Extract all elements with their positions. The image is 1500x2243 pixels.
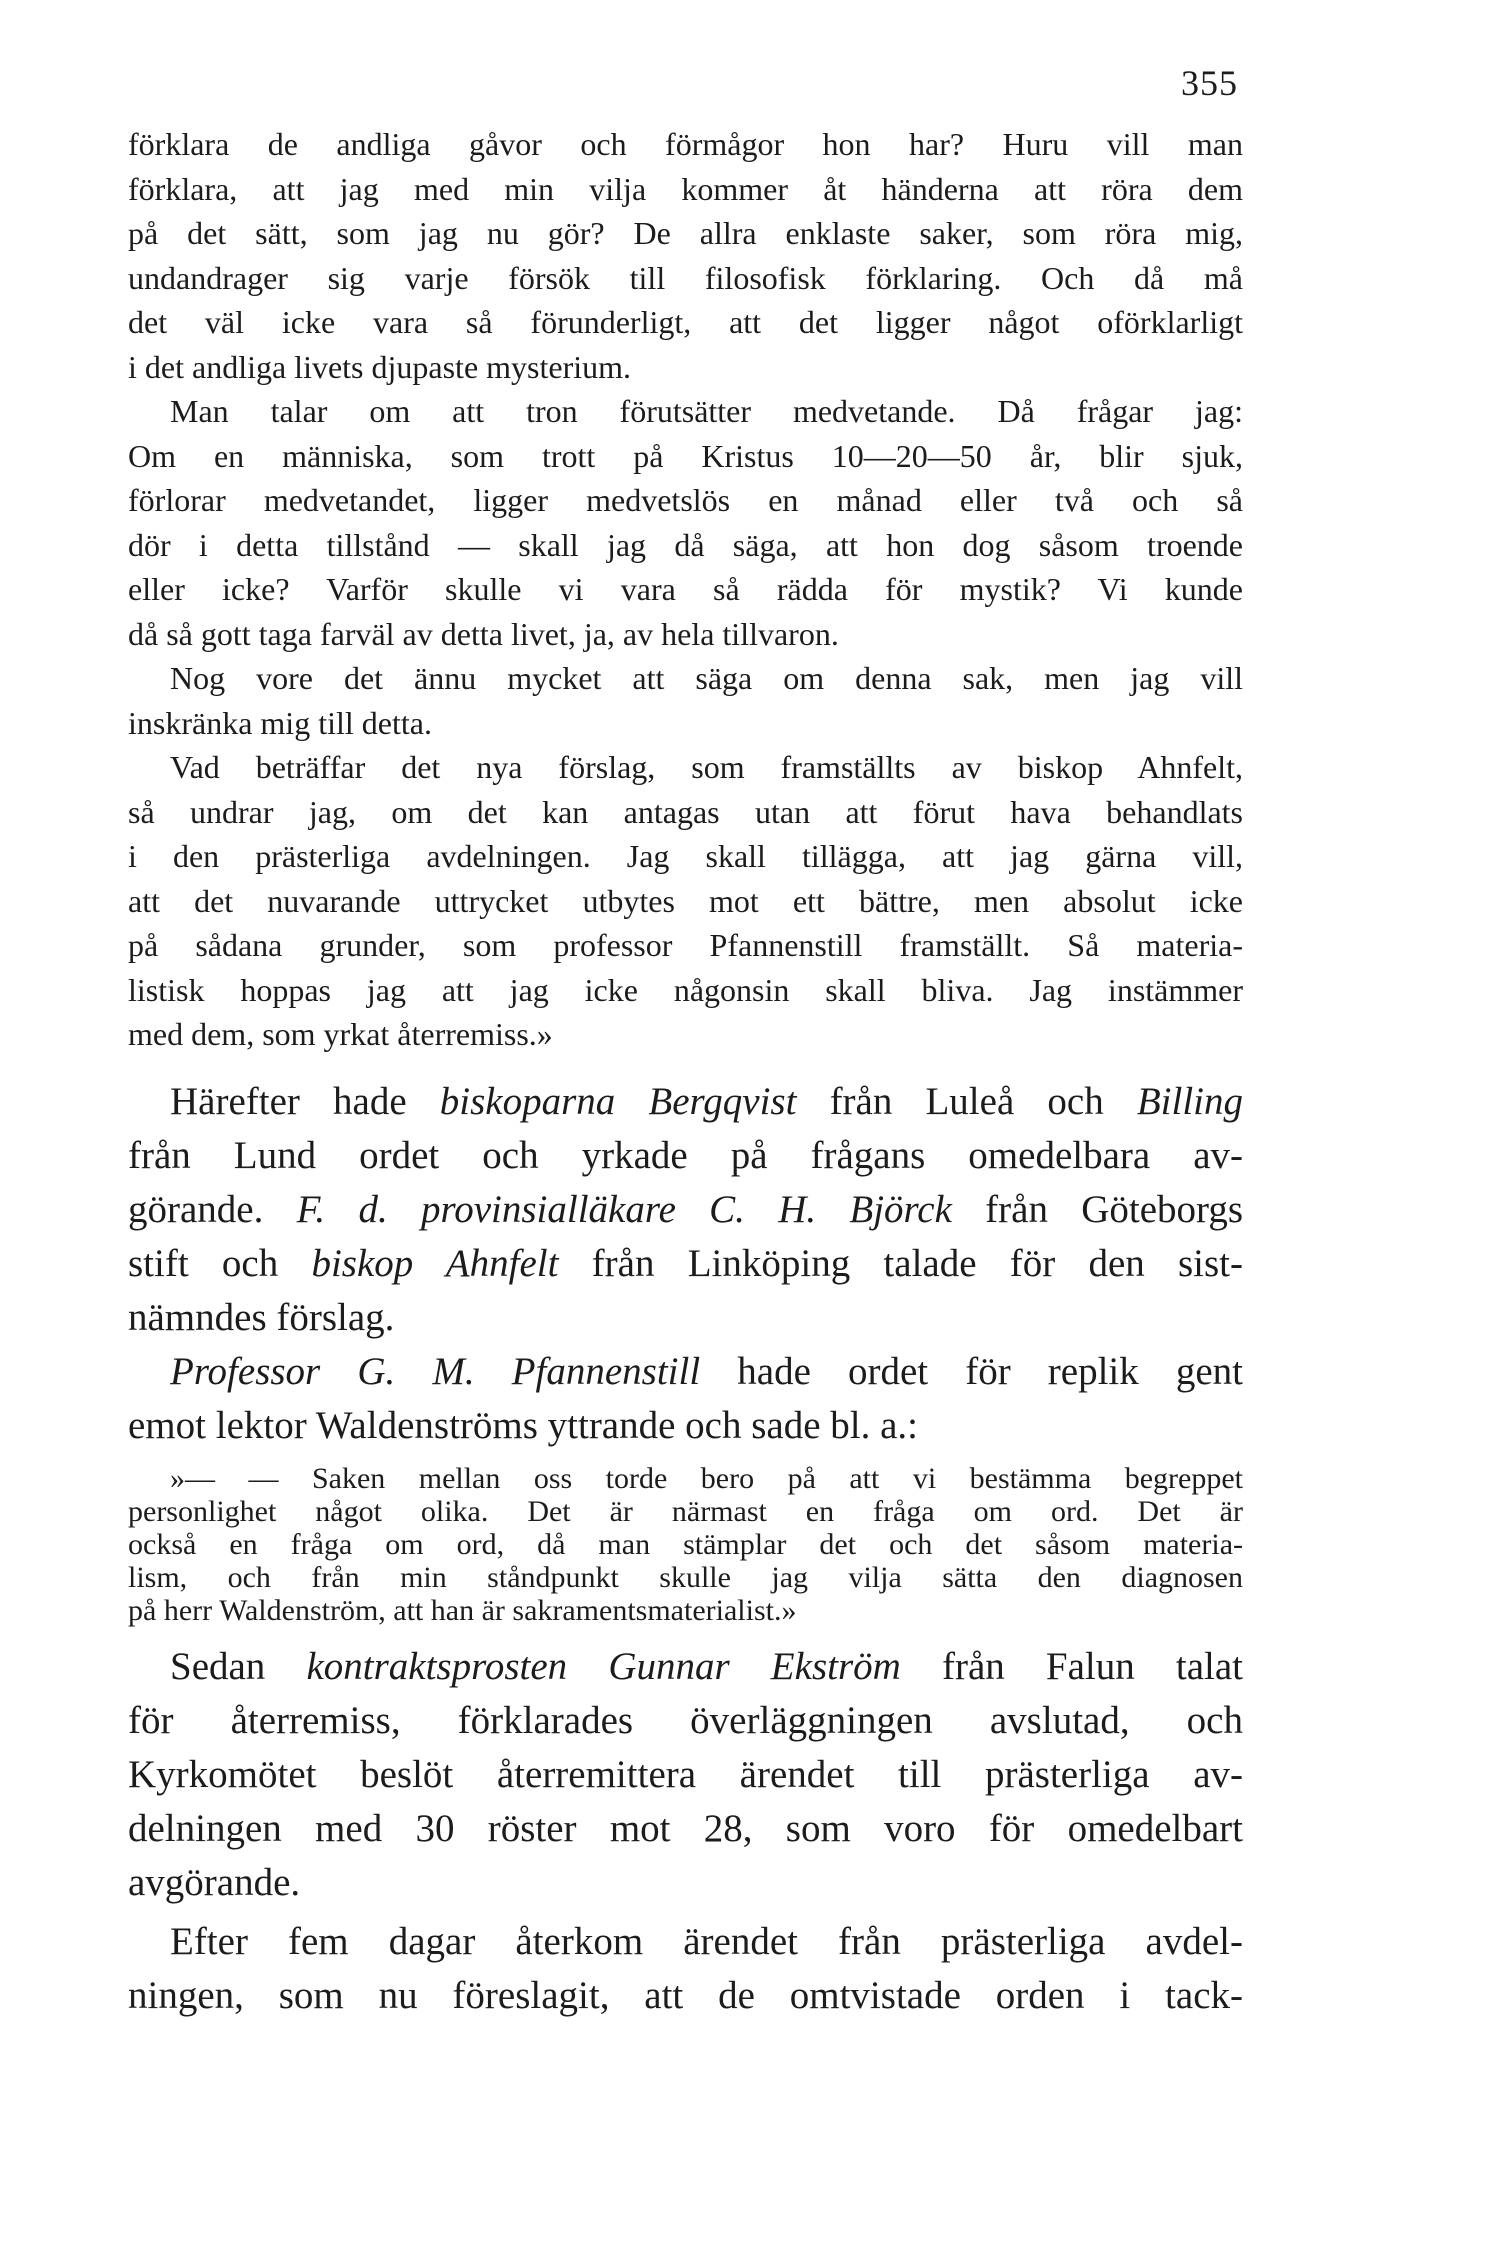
- narrative-paragraph-1: [128, 1075, 1243, 1345]
- text-line: delningen med 30 röster mot 28, som voro för omedelbart: [128, 1807, 1243, 1850]
- person-name: biskoparna Bergqvist: [439, 1080, 797, 1123]
- text-line: det väl icke vara så förunderligt, att det ligger något oförklarligt: [128, 304, 1243, 340]
- page-number: 355: [1181, 63, 1238, 103]
- text-line: Nog vore det ännu mycket att säga om denna sak, men jag vill: [170, 660, 1243, 696]
- text-line: förklara, att jag med min vilja kommer åt händerna att röra dem: [128, 170, 1243, 207]
- text-line: förlorar medvetandet, ligger medvetslös en månad eller två och så: [128, 482, 1243, 518]
- text-line: Om en människa, som trott på Kristus 10—20—50 år, blir sjuk,: [128, 437, 1243, 474]
- quote-paragraph-2: [128, 389, 1243, 656]
- person-name: Billing: [1136, 1080, 1244, 1123]
- text-line: ningen, som nu föreslagit, att de omtvistade orden i tack-: [128, 1974, 1243, 2017]
- text-line: för återremiss, förklarades överläggningen avslutad, och: [128, 1699, 1243, 1742]
- text-line: Efter fem dagar återkom ärendet från prästerliga avdel-: [170, 1920, 1243, 1963]
- person-name: F. d. provinsialläkare C. H. Björck: [296, 1188, 952, 1231]
- text-line: lism, och från min ståndpunkt skulle jag vilja sätta den diagnosen: [128, 1561, 1243, 1594]
- text-line: Professor G. M. Pfannenstill hade ordet för replik gent: [170, 1350, 1244, 1393]
- text-line: med dem, som yrkat återremiss.»: [128, 1016, 553, 1052]
- narrative-paragraph-4: [128, 1915, 1243, 2023]
- text-line: stift och biskop Ahnfelt från Linköping talade för den sist-: [128, 1242, 1244, 1285]
- text-line: Sedan kontraktsprosten Gunnar Ekström från Falun talat: [170, 1645, 1244, 1688]
- text-line: förklara de andliga gåvor och förmågor hon har? Huru vill man: [128, 126, 1243, 162]
- quote-paragraph-5: [128, 1462, 1243, 1627]
- text-line: på herr Waldenström, att han är sakramentsmaterialist.»: [128, 1594, 797, 1627]
- person-name: biskop Ahnfelt: [311, 1242, 559, 1285]
- text-line: i den prästerliga avdelningen. Jag skall tillägga, att jag gärna vill,: [128, 838, 1243, 874]
- quote-paragraph-3: [128, 656, 1243, 745]
- quote-paragraph-4: [128, 745, 1243, 1057]
- text-line: personlighet något olika. Det är närmast en fråga om ord. Det är: [128, 1495, 1243, 1528]
- text-line: från Lund ordet och yrkade på frågans omedelbara av-: [128, 1134, 1243, 1177]
- text-line: på sådana grunder, som professor Pfannenstill framställt. Så materia-: [128, 927, 1243, 963]
- narrative-paragraph-3: [128, 1640, 1243, 1910]
- text-line: i det andliga livets djupaste mysterium.: [128, 348, 632, 385]
- text-line: »— — Saken mellan oss torde bero på att vi bestämma begreppet: [170, 1462, 1243, 1495]
- text-line: att det nuvarande uttrycket utbytes mot ett bättre, men absolut icke: [128, 882, 1243, 919]
- text-line: eller icke? Varför skulle vi vara så rädda för mystik? Vi kunde: [128, 571, 1243, 607]
- narrative-paragraph-2: [128, 1345, 1243, 1453]
- text-line: då så gott taga farväl av detta livet, ja, av hela tillvaron.: [128, 615, 839, 652]
- text-line: Vad beträffar det nya förslag, som framställts av biskop Ahnfelt,: [170, 749, 1243, 785]
- text-line: dör i detta tillstånd — skall jag då säga, att hon dog såsom troende: [128, 526, 1243, 563]
- quote-paragraph-1: [128, 122, 1243, 389]
- text-line: Man talar om att tron förutsätter medvetande. Då frågar jag:: [170, 393, 1243, 429]
- person-name: Professor G. M. Pfannenstill: [170, 1350, 701, 1393]
- text-line: på det sätt, som jag nu gör? De allra enklaste saker, som röra mig,: [128, 215, 1243, 251]
- text-line: undandrager sig varje försök till filosofisk förklaring. Och då må: [128, 259, 1243, 296]
- text-line: Kyrkomötet beslöt återremittera ärendet till prästerliga av-: [128, 1753, 1243, 1796]
- text-line: inskränka mig till detta.: [128, 704, 432, 741]
- person-name: kontraktsprosten Gunnar Ekström: [306, 1645, 901, 1688]
- text-line: också en fråga om ord, då man stämplar det och det såsom materia-: [128, 1528, 1243, 1561]
- text-line: nämndes förslag.: [128, 1296, 395, 1339]
- text-line: avgörande.: [128, 1861, 301, 1904]
- text-line: emot lektor Waldenströms yttrande och sade bl. a.:: [128, 1404, 919, 1447]
- text-line: så undrar jag, om det kan antagas utan att förut hava behandlats: [128, 793, 1243, 830]
- text-line: listisk hoppas jag att jag icke någonsin skall bliva. Jag instämmer: [128, 971, 1243, 1008]
- text-line: Härefter hade biskoparna Bergqvist från Luleå och Billing: [170, 1080, 1244, 1123]
- text-line: görande. F. d. provinsialläkare C. H. Björck från Göteborgs: [128, 1188, 1244, 1231]
